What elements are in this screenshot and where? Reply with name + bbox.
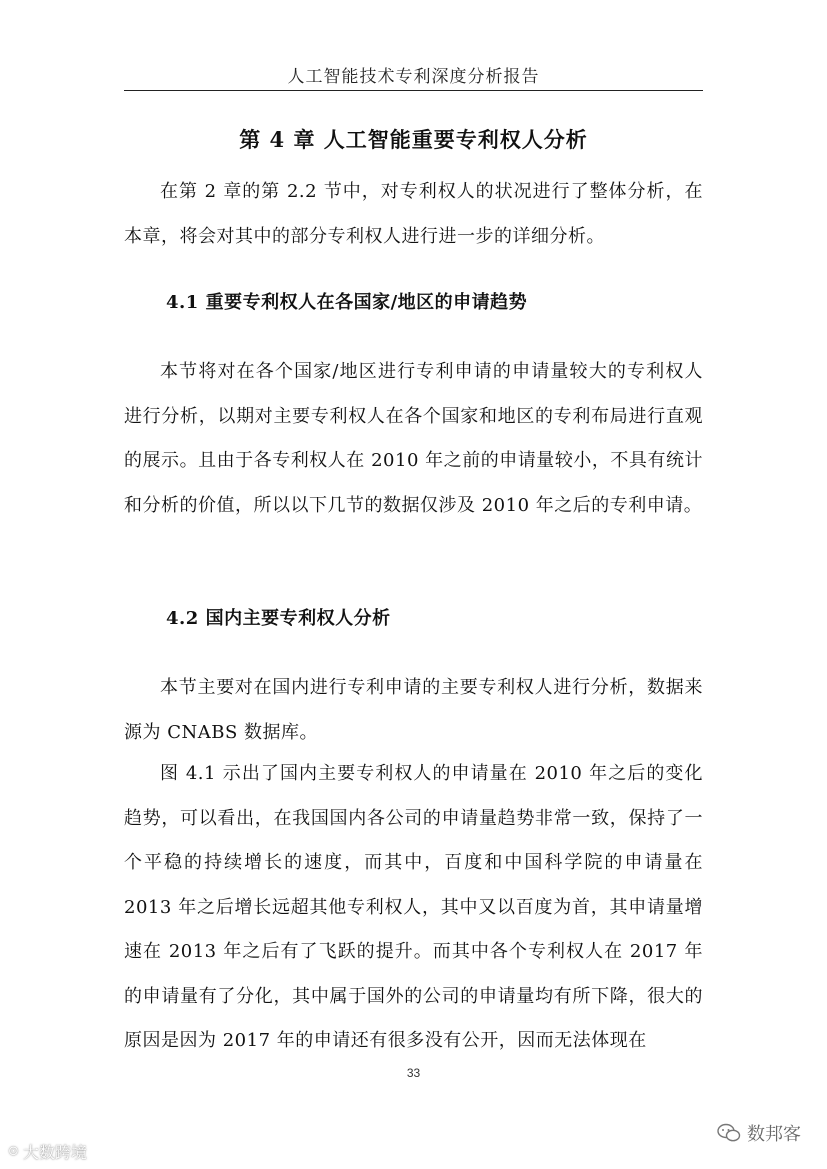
watermark-left-text: 大数跨境 <box>22 1143 87 1162</box>
section-heading-4-1: 4.1 重要专利权人在各国家/地区的申请趋势 <box>166 292 528 313</box>
section-heading-4-2: 4.2 国内主要专利权人分析 <box>166 608 391 629</box>
wechat-icon <box>717 1123 741 1143</box>
watermark-left <box>8 1140 87 1163</box>
page-header-title: 人工智能技术专利深度分析报告 <box>287 67 540 87</box>
watermark-right <box>717 1120 801 1146</box>
intro-paragraph: 在第 2 章的第 2.2 节中，对专利权人的状况进行了整体分析，在本章，将会对其中的部分专利权人进行进一步的详细分析。 <box>124 181 703 247</box>
section-4-2-paragraph-2: 图 4.1 示出了国内主要专利权人的申请量在 2010 年之后的变化趋势，可以看出，在我国国内各公司的申请量趋势非常一致，保持了一个平稳的持续增长的速度，而其中，百度和中国科学院的申请量在 2013 年之后增长远超其他专利权人，其中又以百度为首，其申请量增速在 2013 年之后有了飞跃的提升。而其中各个专利权人在 2017 年的申请量有了分化，其中属于国外的公司的申请量均有所下降，很大的原因是因为 2017 年的申请还有很多没有公开，因而无法体现在 <box>124 763 703 1051</box>
header-divider <box>124 90 703 91</box>
watermark-right-text: 数邦客 <box>747 1124 801 1145</box>
section-4-2-paragraph-1: 本节主要对在国内进行专利申请的主要专利权人进行分析，数据来源为 CNABS 数据库。 <box>124 677 703 743</box>
chapter-title: 第 4 章 人工智能重要专利权人分析 <box>239 127 588 152</box>
section-4-1-paragraph: 本节将对在各个国家/地区进行专利申请的申请量较大的专利权人进行分析，以期对主要专利权人在各个国家和地区的专利布局进行直观的展示。且由于各专利权人在 2010 年之前的申请量较小，不具有统计和分析的价值，所以以下几节的数据仅涉及 2010 年之后的专利申请。 <box>124 361 703 516</box>
page-number: 33 <box>406 1066 421 1080</box>
brand-logo-icon: ⊙ <box>8 1144 19 1159</box>
